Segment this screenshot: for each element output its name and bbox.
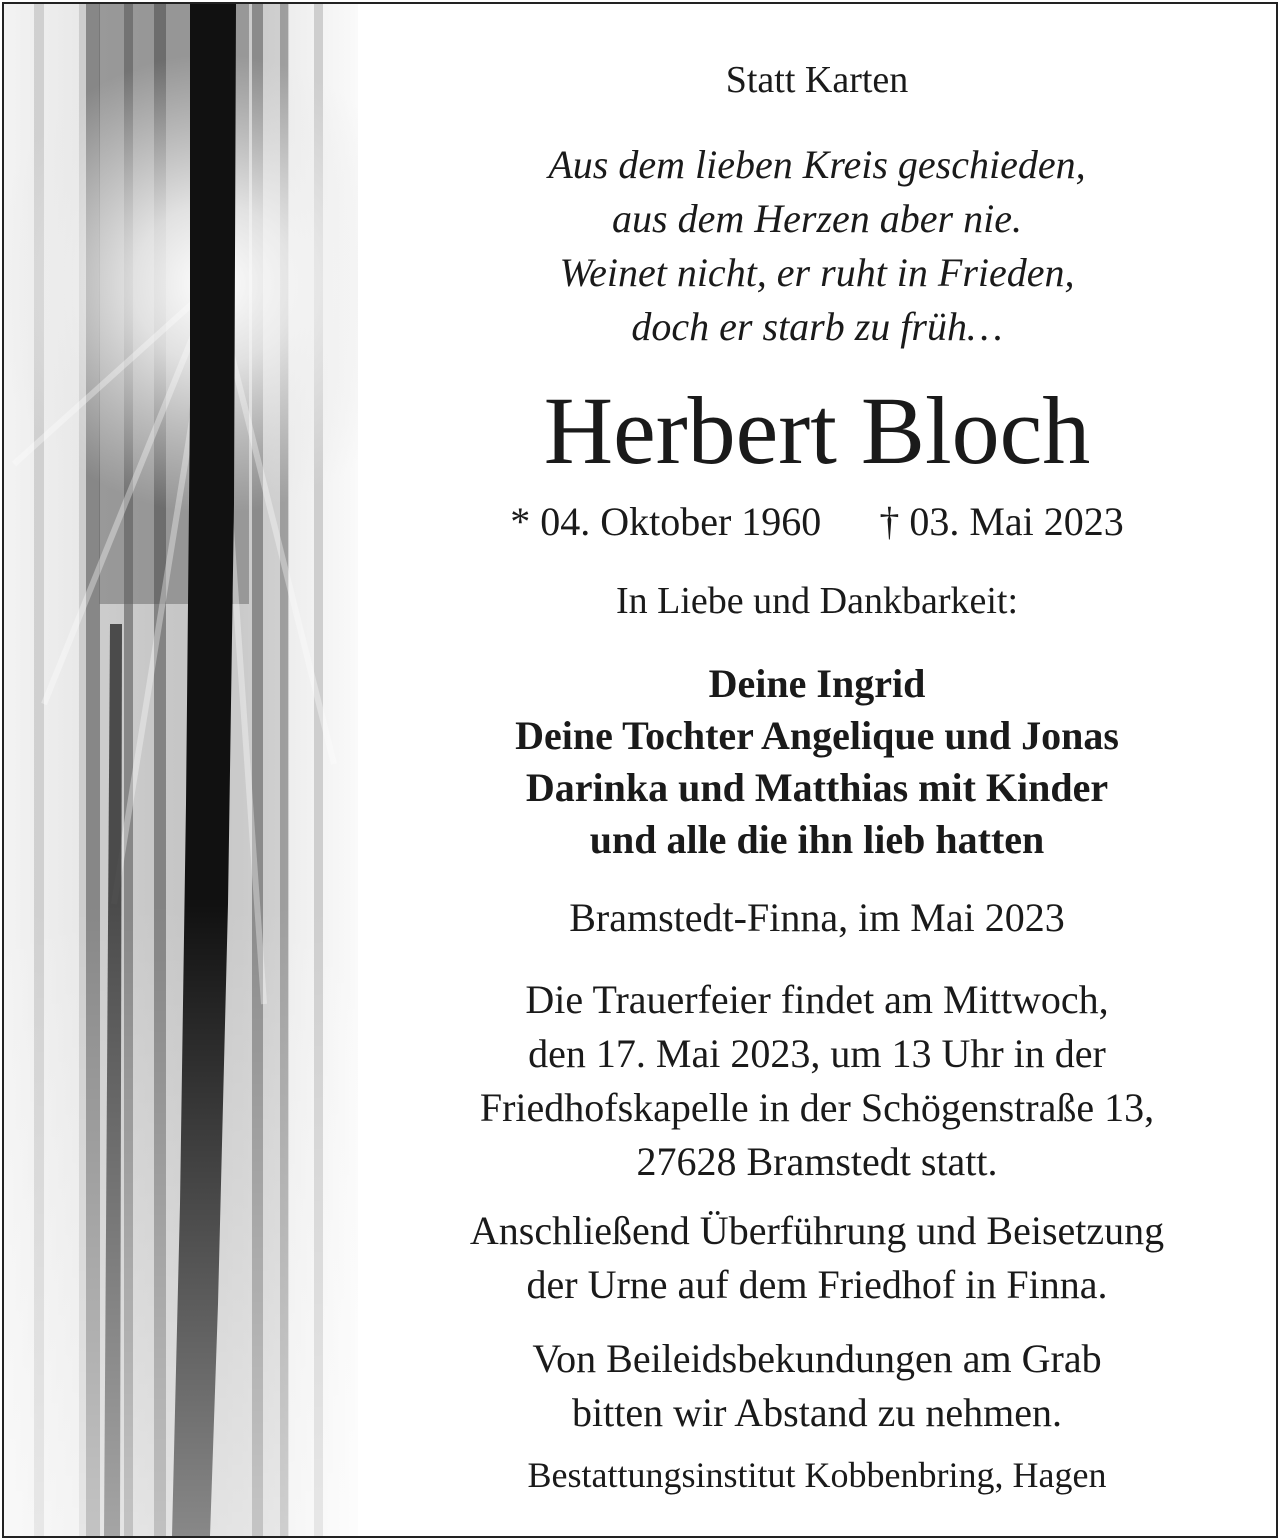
funeral-home: Bestattungsinstitut Kobbenbring, Hagen [527, 1455, 1107, 1495]
service-info [358, 973, 1276, 1189]
mourner-line: Darinka und Matthias mit Kinder [525, 765, 1109, 810]
condolence-note [358, 1332, 1276, 1440]
service-line: den 17. Mai 2023, um 13 Uhr in der [528, 1031, 1106, 1076]
mourner-line: Deine Tochter Angelique und Jonas [515, 713, 1119, 758]
mourners-list [358, 658, 1276, 866]
burial-line: der Urne auf dem Friedhof in Finna. [526, 1262, 1108, 1307]
life-dates [358, 498, 1276, 545]
burial-info [358, 1204, 1276, 1312]
thanks-line: In Liebe und Dankbarkeit: [615, 580, 1019, 622]
forest-sunlight-photo [4, 4, 358, 1536]
place-date: Bramstedt-Finna, im Mai 2023 [569, 895, 1065, 940]
obituary-notice [2, 2, 1278, 1538]
burial-line: Anschließend Überführung und Beisetzung [469, 1208, 1165, 1253]
death-date: † 03. Mai 2023 [879, 499, 1124, 544]
poem-line: doch er starb zu früh… [631, 304, 1003, 349]
poem-line: Weinet nicht, er ruht in Frieden, [559, 250, 1075, 295]
mourner-line: und alle die ihn lieb hatten [589, 817, 1045, 862]
condolence-line: bitten wir Abstand zu nehmen. [572, 1390, 1062, 1435]
birth-date: * 04. Oktober 1960 [510, 499, 822, 544]
deceased-name: Herbert Bloch [543, 377, 1091, 484]
statt-karten-heading: Statt Karten [725, 59, 909, 101]
forest-illustration [4, 4, 358, 1536]
condolence-line: Von Beileidsbekundungen am Grab [532, 1336, 1102, 1381]
service-line: Die Trauerfeier findet am Mittwoch, [525, 977, 1109, 1022]
mourner-line: Deine Ingrid [708, 661, 926, 706]
service-line: 27628 Bramstedt statt. [636, 1139, 998, 1184]
poem-line: aus dem Herzen aber nie. [612, 196, 1022, 241]
service-line: Friedhofskapelle in der Schögenstraße 13, [479, 1085, 1155, 1130]
poem-line: Aus dem lieben Kreis geschieden, [548, 142, 1086, 187]
memorial-poem [358, 138, 1276, 354]
